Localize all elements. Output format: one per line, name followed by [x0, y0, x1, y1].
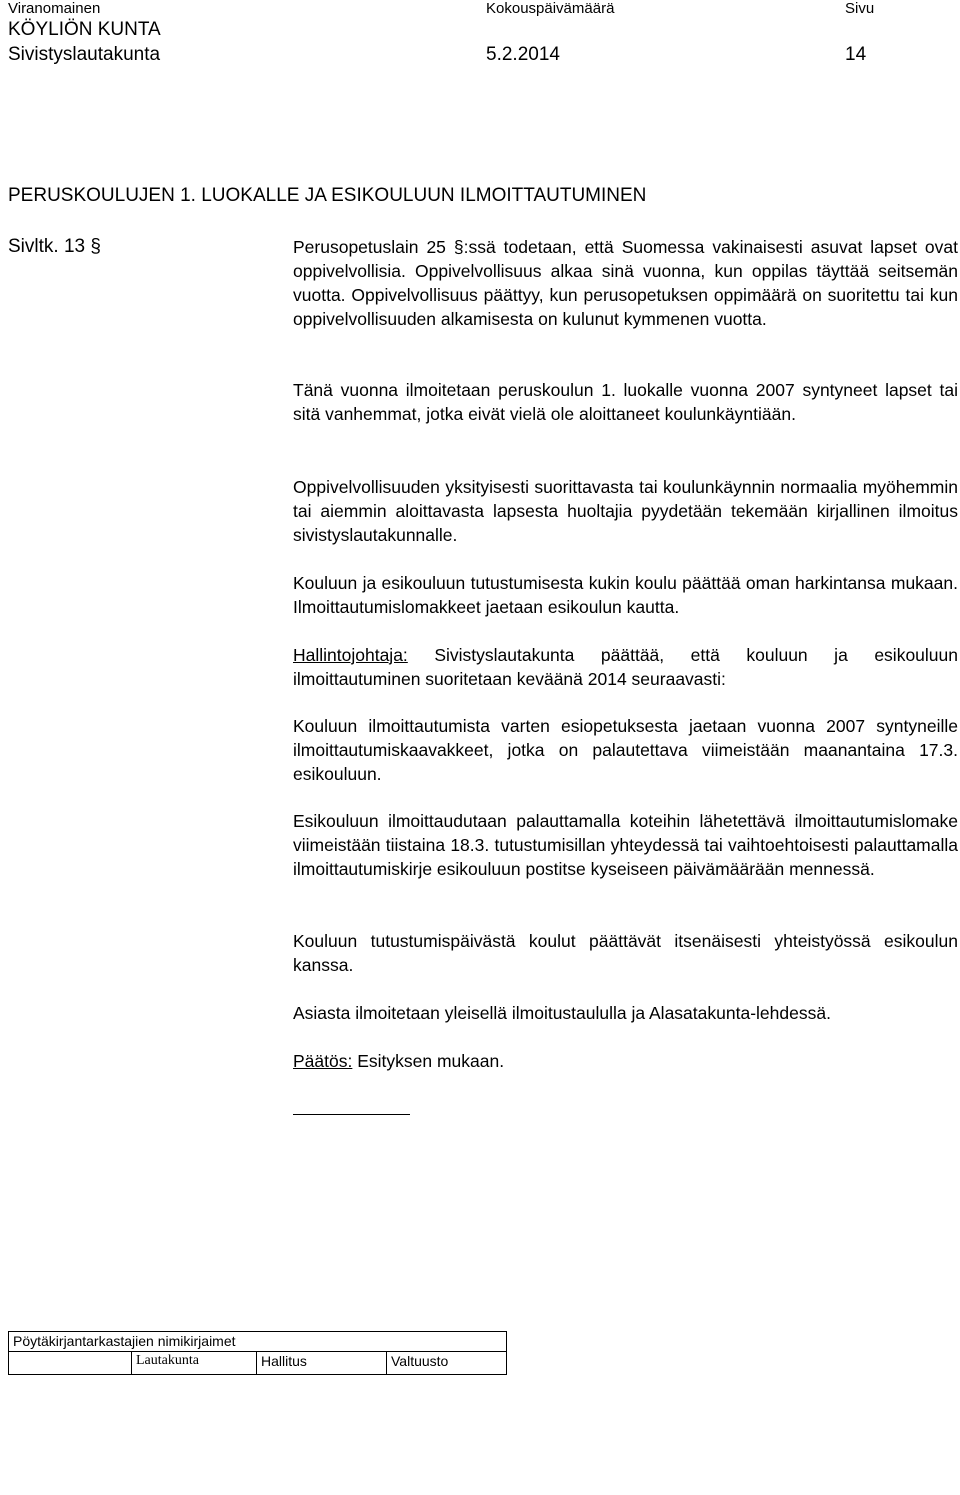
- page-number: 14: [845, 44, 867, 65]
- header-date-label: Kokouspäivämäärä: [486, 0, 615, 17]
- proposal-label: Hallintojohtaja:: [293, 645, 408, 665]
- paragraph-7-text: Esikouluun ilmoittaudutaan palauttamalla koteihin lähetettävä ilmoittautumislomake viimeistään tiistaina 18.3. tutustumisillan yhteydessä tai vaihtoehtoisesti palauttamalla ilmoittautumiskirje esikouluun postitse kyseiseen päivämäärään mennessä.: [293, 811, 958, 879]
- lautakunta-cell: [9, 1352, 132, 1375]
- lautakunta-label: Lautakunta: [132, 1352, 257, 1375]
- initials-right-cells: [257, 1352, 507, 1375]
- paragraph-8-text: Kouluun tutustumispäivästä koulut päättävät itsenäisesti yhteistyössä esikoulun kanssa.: [293, 931, 958, 975]
- paragraph-1-text: Perusopetuslain 25 §:ssä todetaan, että Suomessa vakinaisesti asuvat lapset ovat oppivelvollisia. Oppivelvollisuus alkaa sinä vuonna, kun oppilas täyttää seitsemän vuotta. Oppivelvollisuus päättyy, kun perusopetuksen oppimäärä on suoritettu tai kun oppivelvollisuuden alkamisesta on kulunut kymmenen vuotta.: [293, 237, 958, 329]
- header-authority-label: Viranomainen: [8, 0, 101, 17]
- paragraph-9-text: Asiasta ilmoitetaan yleisellä ilmoitustaululla ja Alasatakunta-lehdessä.: [293, 1003, 831, 1023]
- end-rule: [293, 1114, 410, 1115]
- header-page-label: Sivu: [845, 0, 875, 17]
- section-title: PERUSKOULUJEN 1. LUOKALLE JA ESIKOULUUN ILMOITTAUTUMINEN: [8, 185, 647, 206]
- paragraph-2-text: Tänä vuonna ilmoitetaan peruskoulun 1. luokalle vuonna 2007 syntyneet lapset tai sitä vanhemmat, jotka eivät vielä ole aloittaneet koulunkäyntiään.: [293, 380, 958, 424]
- proposal-paragraph: [293, 643, 958, 691]
- valtuusto-label: Valtuusto: [391, 1353, 449, 1369]
- proposal-text: Sivistyslautakunta päättää, että kouluun ja esikouluun ilmoittautuminen suoritetaan keväänä 2014 seuraavasti:: [293, 645, 958, 689]
- municipality-name: KÖYLIÖN KUNTA: [8, 19, 161, 40]
- hallitus-label: Hallitus: [257, 1352, 387, 1374]
- decision-paragraph: [293, 1049, 958, 1073]
- board-name: Sivistyslautakunta: [8, 44, 161, 65]
- paragraph-2: [293, 378, 958, 426]
- paragraph-3-text: Oppivelvollisuuden yksityisesti suorittavasta tai koulunkäynnin normaalia myöhemmin tai aiemmin aloittavasta lapsesta huoltajia pyydetään tekemään kirjallinen ilmoitus sivistyslautakunnalle.: [293, 477, 958, 545]
- paragraph-4: [293, 571, 958, 619]
- paragraph-7: [293, 809, 958, 881]
- paragraph-6: [293, 714, 958, 786]
- paragraph-4-text: Kouluun ja esikouluun tutustumisesta kukin koulu päättää oman harkintansa mukaan. Ilmoittautumislomakkeet jaetaan esikoulun kautta.: [293, 573, 958, 617]
- initials-caption: Pöytäkirjantarkastajien nimikirjaimet: [9, 1332, 507, 1352]
- initials-table: [8, 1331, 507, 1375]
- meeting-date: 5.2.2014: [486, 44, 560, 65]
- decision-text: Esityksen mukaan.: [352, 1051, 505, 1071]
- paragraph-3: [293, 475, 958, 547]
- decision-label: Päätös:: [293, 1051, 353, 1071]
- paragraph-6-text: Kouluun ilmoittautumista varten esiopetuksesta jaetaan vuonna 2007 syntyneille ilmoittautumiskaavakkeet, jotka on palautettava viimeistään maanantaina 17.3. esikouluun.: [293, 716, 958, 784]
- section-reference: Sivltk. 13 §: [8, 236, 101, 257]
- paragraph-1: [293, 235, 958, 331]
- paragraph-8: [293, 929, 958, 977]
- paragraph-9: [293, 1001, 958, 1025]
